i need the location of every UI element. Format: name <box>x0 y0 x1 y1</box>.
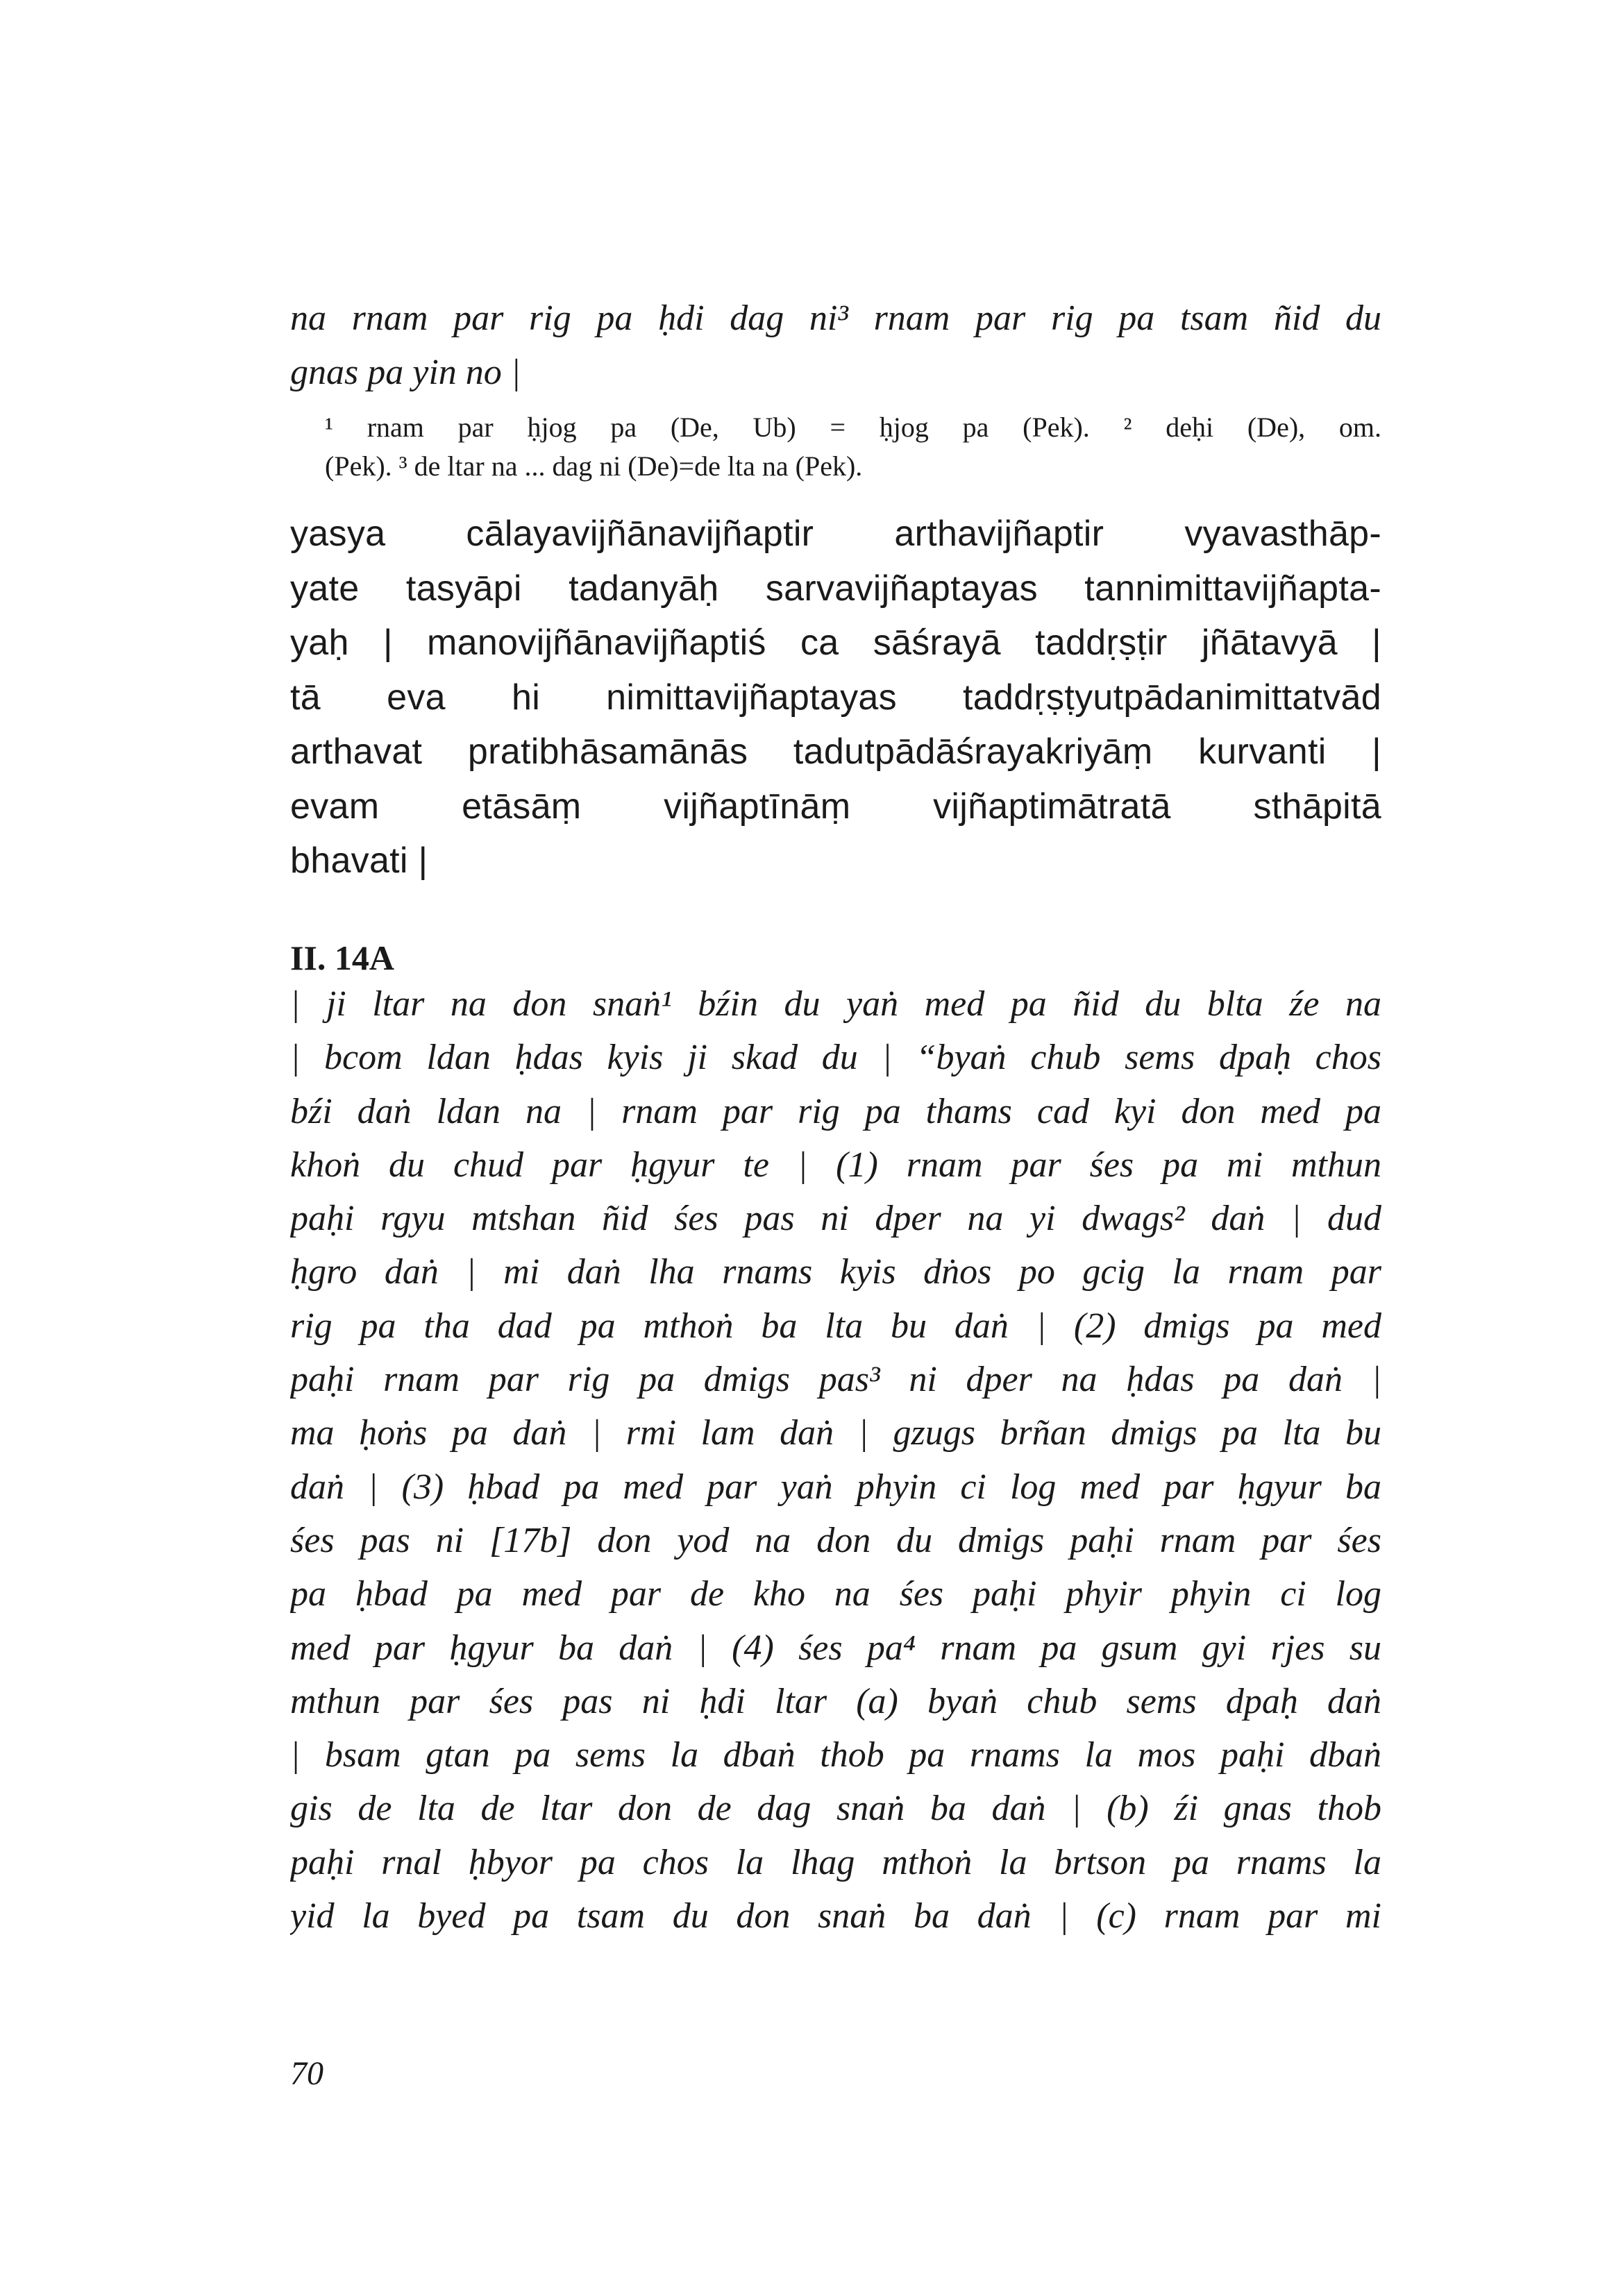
text-line: yasya cālayavijñānavijñaptir arthavijñaptir vyavasthāp- <box>290 514 1381 554</box>
text-line: evam etāsāṃ vijñaptīnāṃ vijñaptimātratā sthāpitā <box>290 786 1381 827</box>
footnote-line: ¹ rnam par ḥjog pa (De, Ub) = ḥjog pa (Pek). ² deḥi (De), om. <box>325 412 1381 443</box>
footnotes <box>325 408 1381 486</box>
text-line: | ji ltar na don snaṅ¹ bźin du yaṅ med pa ñid du blta źe na <box>290 984 1381 1024</box>
sanskrit-paragraph <box>290 507 1381 888</box>
text-line: gnas pa yin no | <box>290 353 521 392</box>
text-line: | bsam gtan pa sems la dbaṅ thob pa rnams la mos paḥi dbaṅ <box>290 1735 1381 1775</box>
text-line: mthun par śes pas ni ḥdi ltar (a) byaṅ chub sems dpaḥ daṅ <box>290 1681 1381 1721</box>
section-heading: II. 14A <box>290 938 395 977</box>
text-line: arthavat pratibhāsamānās tadutpādāśrayakriyāṃ kurvanti | <box>290 732 1381 772</box>
text-line: yaḥ | manovijñānavijñaptiś ca sāśrayā taddṛṣṭir jñātavyā | <box>290 623 1381 663</box>
text-line: bźi daṅ ldan na | rnam par rig pa thams cad kyi don med pa <box>290 1091 1381 1131</box>
text-line: ḥgro daṅ | mi daṅ lha rnams kyis dṅos po gcig la rnam par <box>290 1252 1381 1292</box>
text-line: śes pas ni [17b] don yod na don du dmigs paḥi rnam par śes <box>290 1520 1381 1560</box>
text-line: bhavati | <box>290 841 428 881</box>
text-line: paḥi rgyu mtshan ñid śes pas ni dper na yi dwags² daṅ | dud <box>290 1199 1381 1239</box>
text-line: paḥi rnal ḥbyor pa chos la lhag mthoṅ la brtson pa rnams la <box>290 1842 1381 1882</box>
text-line: na rnam par rig pa ḥdi dag ni³ rnam par rig pa tsam ñid du <box>290 298 1381 338</box>
text-line: yid la byed pa tsam du don snaṅ ba daṅ | (c) rnam par mi <box>290 1896 1381 1936</box>
opening-tibetan-paragraph <box>290 292 1381 400</box>
footnote-line: (Pek). ³ de ltar na ... dag ni (De)=de lta na (Pek). <box>325 450 863 482</box>
page-number: 70 <box>290 2055 323 2092</box>
text-line: rig pa tha dad pa mthoṅ ba lta bu daṅ | (2) dmigs pa med <box>290 1306 1381 1346</box>
text-line: pa ḥbad pa med par de kho na śes paḥi phyir phyin ci log <box>290 1574 1381 1614</box>
text-line: khoṅ du chud par ḥgyur te | (1) rnam par śes pa mi mthun <box>290 1145 1381 1185</box>
text-line: paḥi rnam par rig pa dmigs pas³ ni dper na ḥdas pa daṅ | <box>290 1360 1381 1400</box>
text-line: tā eva hi nimittavijñaptayas taddṛṣṭyutpādanimittatvād <box>290 677 1381 718</box>
section-tibetan-paragraph <box>290 977 1381 1943</box>
text-line: gis de lta de ltar don de dag snaṅ ba daṅ | (b) źi gnas thob <box>290 1789 1381 1829</box>
text-line: ma ḥoṅs pa daṅ | rmi lam daṅ | gzugs brñan dmigs pa lta bu <box>290 1413 1381 1453</box>
text-line: | bcom ldan ḥdas kyis ji skad du | “byaṅ chub sems dpaḥ chos <box>290 1038 1381 1078</box>
text-line: med par ḥgyur ba daṅ | (4) śes pa⁴ rnam pa gsum gyi rjes su <box>290 1628 1381 1668</box>
text-line: yate tasyāpi tadanyāḥ sarvavijñaptayas tannimittavijñapta- <box>290 568 1381 609</box>
text-line: daṅ | (3) ḥbad pa med par yaṅ phyin ci log med par ḥgyur ba <box>290 1467 1381 1507</box>
